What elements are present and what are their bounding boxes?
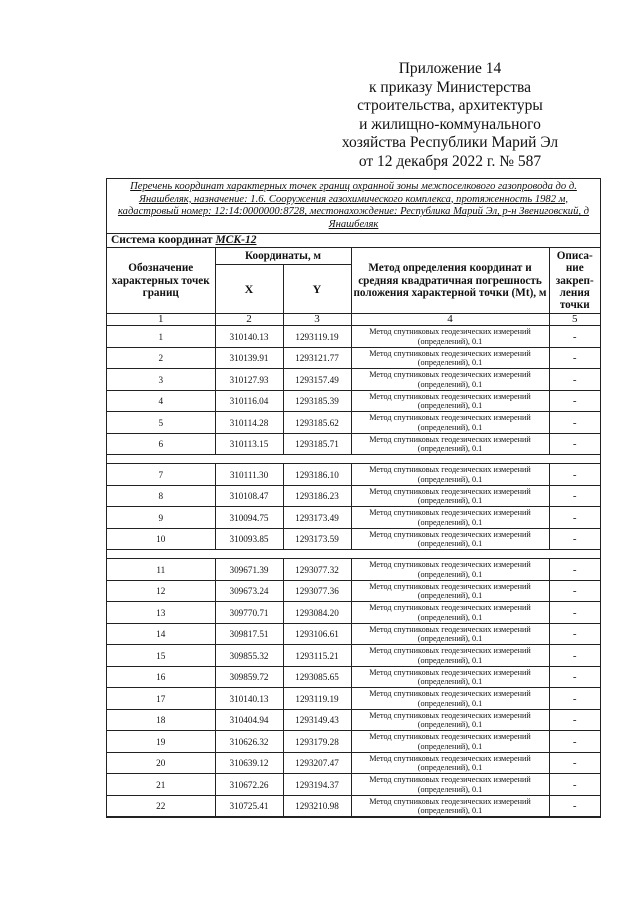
appendix-line: строительства, архитектуры [357,97,543,114]
group-separator [107,550,600,559]
method-cell: Метод спутниковых геодезических измерений (определений), 0.1 [351,580,549,602]
point-number-cell: 6 [107,433,215,455]
point-number-cell: 11 [107,559,215,581]
point-number-cell: 7 [107,464,215,486]
fixation-cell: - [549,752,600,774]
table-row [107,666,600,688]
y-coordinate-cell: 1293173.59 [283,528,351,550]
col-fix-header: Описа-ние закреп-ления точки [549,248,600,314]
x-coordinate-cell: 310139.91 [215,347,283,369]
table-row [107,559,600,581]
table-row [107,623,600,645]
table-caption: Перечень координат характерных точек границ охранной зоны межпоселкового газопровода до д. Янашбеляк, назначение: 1.6. Сооружения газохимического комплекса, протяженность 1982 м, кадастровый номер: 12:14:0000000:8728, местонахождение: Республика Марий Эл, р-н Звениговский, д Янашбеляк [107,179,600,234]
column-number: 1 [107,314,215,326]
table-row [107,731,600,753]
method-cell: Метод спутниковых геодезических измерений (определений), 0.1 [351,390,549,412]
x-coordinate-cell: 310127.93 [215,369,283,391]
x-coordinate-cell: 310108.47 [215,485,283,507]
fixation-cell: - [549,507,600,529]
y-coordinate-cell: 1293077.36 [283,580,351,602]
method-cell: Метод спутниковых геодезических измерений (определений), 0.1 [351,485,549,507]
x-coordinate-cell: 309855.32 [215,645,283,667]
x-coordinate-cell: 310626.32 [215,731,283,753]
x-coordinate-cell: 310093.85 [215,528,283,550]
appendix-header [330,60,570,171]
coordinates-table-body [107,326,600,817]
method-cell: Метод спутниковых геодезических измерений (определений), 0.1 [351,464,549,486]
table-row [107,752,600,774]
col-method-header: Метод определения координат и средняя квадратичная погрешность положения характерной точки (Mt), м [351,248,549,314]
col-x-header: X [215,265,283,314]
y-coordinate-cell: 1293210.98 [283,795,351,817]
fixation-cell: - [549,559,600,581]
method-cell: Метод спутниковых геодезических измерений (определений), 0.1 [351,666,549,688]
method-cell: Метод спутниковых геодезических измерений (определений), 0.1 [351,507,549,529]
fixation-cell: - [549,369,600,391]
point-number-cell: 8 [107,485,215,507]
table-row [107,795,600,817]
method-cell: Метод спутниковых геодезических измерений (определений), 0.1 [351,602,549,624]
x-coordinate-cell: 309817.51 [215,623,283,645]
fixation-cell: - [549,688,600,710]
group-separator-cell [107,455,600,464]
y-coordinate-cell: 1293085.65 [283,666,351,688]
fixation-cell: - [549,485,600,507]
y-coordinate-cell: 1293179.28 [283,731,351,753]
col-coords-header: Координаты, м [215,248,351,265]
point-number-cell: 15 [107,645,215,667]
table-row [107,507,600,529]
column-number: 5 [549,314,600,326]
x-coordinate-cell: 310672.26 [215,774,283,796]
method-cell: Метод спутниковых геодезических измерений (определений), 0.1 [351,326,549,348]
method-cell: Метод спутниковых геодезических измерений (определений), 0.1 [351,731,549,753]
fixation-cell: - [549,433,600,455]
y-coordinate-cell: 1293185.62 [283,412,351,434]
fixation-cell: - [549,645,600,667]
point-number-cell: 21 [107,774,215,796]
x-coordinate-cell: 309770.71 [215,602,283,624]
coordinate-system-value: МСК-12 [215,234,257,247]
group-separator-cell [107,550,600,559]
y-coordinate-cell: 1293149.43 [283,709,351,731]
y-coordinate-cell: 1293185.71 [283,433,351,455]
method-cell: Метод спутниковых геодезических измерений (определений), 0.1 [351,433,549,455]
appendix-line: Приложение 14 [398,60,502,77]
y-coordinate-cell: 1293121.77 [283,347,351,369]
point-number-cell: 4 [107,390,215,412]
x-coordinate-cell: 310114.28 [215,412,283,434]
column-number: 2 [215,314,283,326]
y-coordinate-cell: 1293077.32 [283,559,351,581]
col-point-header: Обозначение характерных точек границ [107,248,215,314]
fixation-cell: - [549,709,600,731]
x-coordinate-cell: 310116.04 [215,390,283,412]
table-row [107,433,600,455]
x-coordinate-cell: 310140.13 [215,688,283,710]
point-number-cell: 17 [107,688,215,710]
point-number-cell: 3 [107,369,215,391]
point-number-cell: 22 [107,795,215,817]
method-cell: Метод спутниковых геодезических измерений (определений), 0.1 [351,795,549,817]
point-number-cell: 5 [107,412,215,434]
fixation-cell: - [549,464,600,486]
point-number-cell: 18 [107,709,215,731]
fixation-cell: - [549,326,600,348]
col-y-header: Y [283,265,351,314]
coordinates-table [107,248,600,817]
table-row [107,580,600,602]
y-coordinate-cell: 1293119.19 [283,688,351,710]
fixation-cell: - [549,580,600,602]
x-coordinate-cell: 310111.30 [215,464,283,486]
x-coordinate-cell: 309671.39 [215,559,283,581]
coordinates-document [106,178,601,818]
y-coordinate-cell: 1293194.37 [283,774,351,796]
point-number-cell: 2 [107,347,215,369]
fixation-cell: - [549,795,600,817]
table-row [107,528,600,550]
y-coordinate-cell: 1293157.49 [283,369,351,391]
x-coordinate-cell: 310140.13 [215,326,283,348]
method-cell: Метод спутниковых геодезических измерений (определений), 0.1 [351,623,549,645]
fixation-cell: - [549,528,600,550]
y-coordinate-cell: 1293106.61 [283,623,351,645]
x-coordinate-cell: 309673.24 [215,580,283,602]
x-coordinate-cell: 310094.75 [215,507,283,529]
y-coordinate-cell: 1293173.49 [283,507,351,529]
point-number-cell: 1 [107,326,215,348]
column-number: 4 [351,314,549,326]
point-number-cell: 20 [107,752,215,774]
point-number-cell: 19 [107,731,215,753]
method-cell: Метод спутниковых геодезических измерений (определений), 0.1 [351,709,549,731]
fixation-cell: - [549,731,600,753]
method-cell: Метод спутниковых геодезических измерений (определений), 0.1 [351,752,549,774]
table-row [107,369,600,391]
fixation-cell: - [549,602,600,624]
table-row [107,645,600,667]
x-coordinate-cell: 310725.41 [215,795,283,817]
table-row [107,485,600,507]
point-number-cell: 12 [107,580,215,602]
method-cell: Метод спутниковых геодезических измерений (определений), 0.1 [351,774,549,796]
point-number-cell: 10 [107,528,215,550]
fixation-cell: - [549,666,600,688]
point-number-cell: 9 [107,507,215,529]
fixation-cell: - [549,390,600,412]
x-coordinate-cell: 310404.94 [215,709,283,731]
method-cell: Метод спутниковых геодезических измерений (определений), 0.1 [351,369,549,391]
y-coordinate-cell: 1293084.20 [283,602,351,624]
appendix-line: к приказу Министерства [369,78,531,96]
y-coordinate-cell: 1293186.23 [283,485,351,507]
table-row [107,709,600,731]
y-coordinate-cell: 1293115.21 [283,645,351,667]
fixation-cell: - [549,347,600,369]
fixation-cell: - [549,623,600,645]
table-row [107,347,600,369]
method-cell: Метод спутниковых геодезических измерений (определений), 0.1 [351,645,549,667]
y-coordinate-cell: 1293186.10 [283,464,351,486]
method-cell: Метод спутниковых геодезических измерений (определений), 0.1 [351,347,549,369]
appendix-line: от 12 декабря 2022 г. № 587 [358,152,542,170]
appendix-line: хозяйства Республики Марий Эл [341,134,559,151]
table-row [107,326,600,348]
table-row [107,390,600,412]
coordinate-system [107,234,600,248]
point-number-cell: 16 [107,666,215,688]
fixation-cell: - [549,774,600,796]
x-coordinate-cell: 309859.72 [215,666,283,688]
table-row [107,602,600,624]
method-cell: Метод спутниковых геодезических измерений (определений), 0.1 [351,412,549,434]
coordinate-system-label: Система координат [111,234,213,247]
table-row [107,412,600,434]
method-cell: Метод спутниковых геодезических измерений (определений), 0.1 [351,528,549,550]
y-coordinate-cell: 1293207.47 [283,752,351,774]
y-coordinate-cell: 1293185.39 [283,390,351,412]
table-row [107,688,600,710]
fixation-cell: - [549,412,600,434]
y-coordinate-cell: 1293119.19 [283,326,351,348]
x-coordinate-cell: 310113.15 [215,433,283,455]
x-coordinate-cell: 310639.12 [215,752,283,774]
method-cell: Метод спутниковых геодезических измерений (определений), 0.1 [351,559,549,581]
table-row [107,464,600,486]
method-cell: Метод спутниковых геодезических измерений (определений), 0.1 [351,688,549,710]
group-separator [107,455,600,464]
point-number-cell: 13 [107,602,215,624]
point-number-cell: 14 [107,623,215,645]
column-number: 3 [283,314,351,326]
appendix-line: и жилищно-коммунального [359,115,541,133]
table-row [107,774,600,796]
